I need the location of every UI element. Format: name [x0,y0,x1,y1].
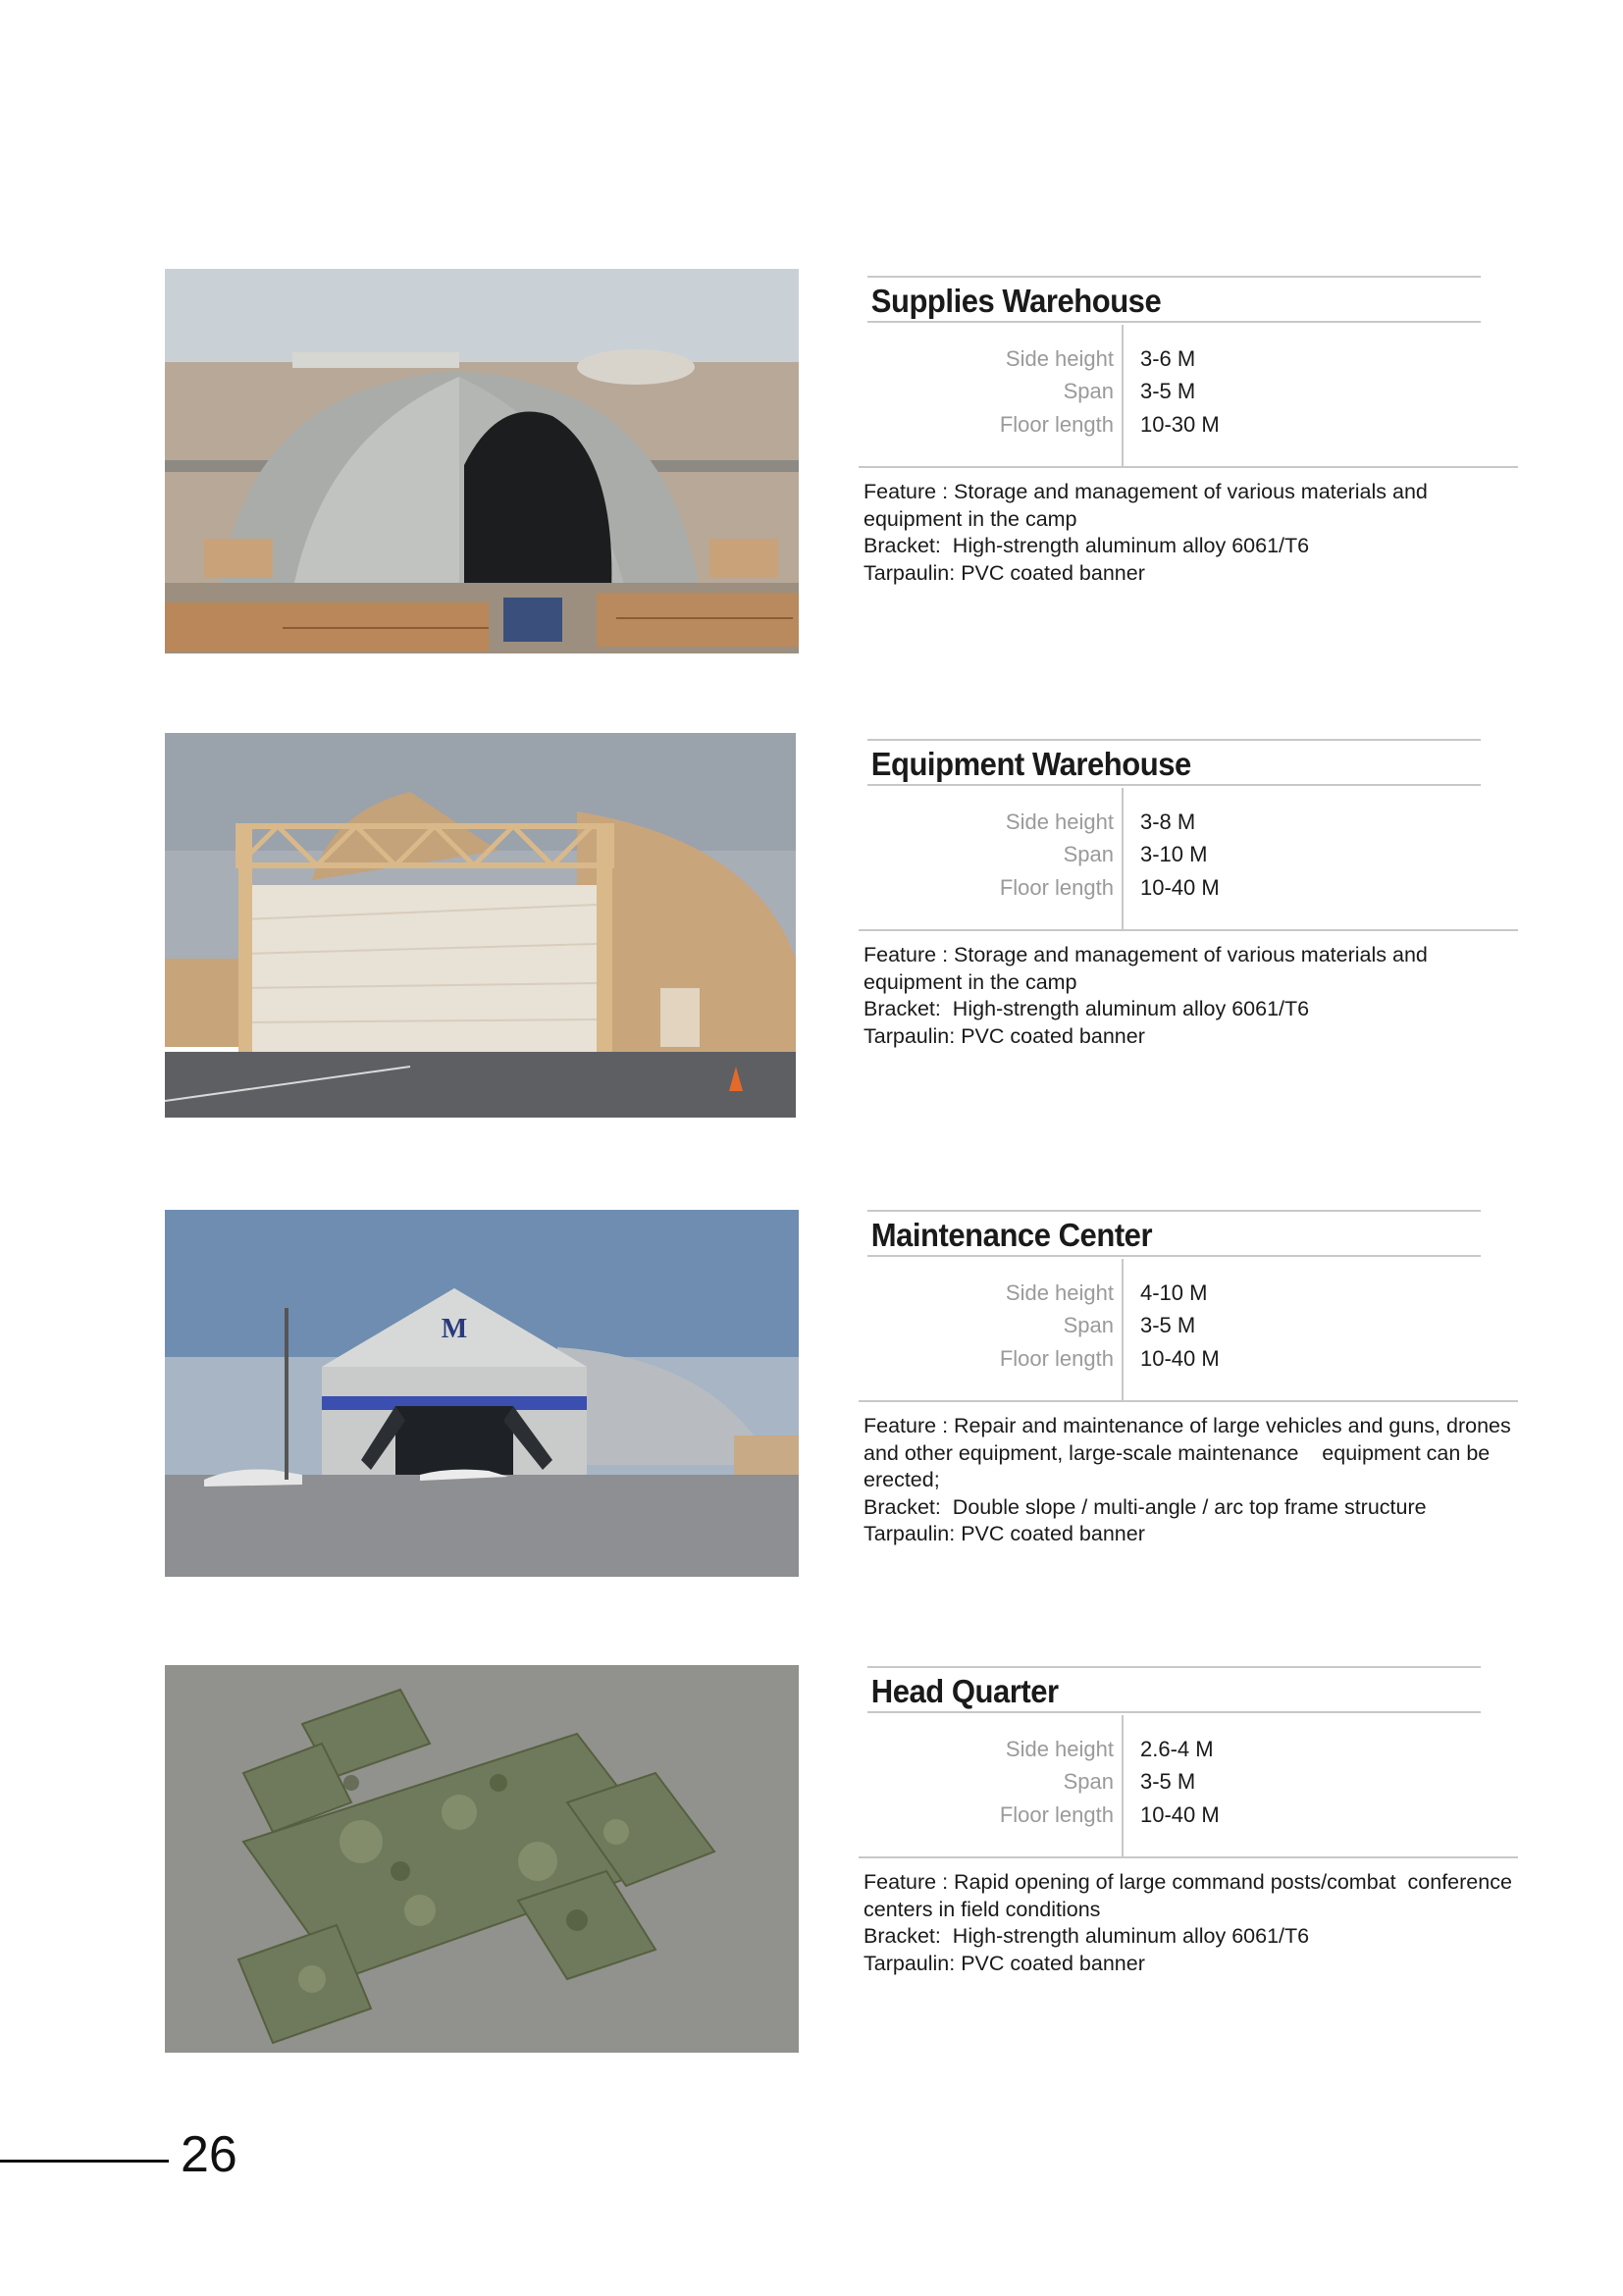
description-line: Bracket: High-strength aluminum alloy 6061/T6 [864,1924,1310,1948]
description-line: Bracket: Double slope / multi-angle / arc top frame structure [864,1494,1427,1519]
section-title: Supplies Warehouse [867,276,1481,323]
description-line: Bracket: High-strength aluminum alloy 6061/T6 [864,534,1310,557]
spec-divider [1122,325,1124,468]
section-description [864,1413,1541,1548]
spec-bottom-rule [859,1856,1518,1858]
spec-table [859,1715,1521,1858]
spec-table [859,325,1521,468]
description-line: and other equipment, large-scale maintenance equipment can be [864,1440,1491,1465]
spec-value-floor-length: 10-30 M [1140,412,1220,437]
section-title: Equipment Warehouse [867,739,1481,786]
spec-value-floor-length: 10-40 M [1140,1802,1220,1827]
maintenance-center-photo [165,1210,799,1577]
spec-bottom-rule [859,1400,1518,1402]
spec-value-floor-length: 10-40 M [1140,1346,1220,1371]
spec-table [859,788,1521,931]
spec-value-side-height: 3-8 M [1140,809,1196,834]
equipment-warehouse-photo [165,733,796,1118]
spec-label-floor-length: Floor length [999,875,1114,900]
spec-value-span: 3-10 M [1140,842,1208,866]
spec-value-span: 3-5 M [1140,379,1196,403]
spec-label-span: Span [1063,1769,1114,1794]
spec-divider [1122,1259,1124,1402]
spec-table [859,1259,1521,1402]
page-number: 26 [181,2126,237,2183]
spec-divider [1122,1715,1124,1858]
spec-label-side-height: Side height [1005,809,1114,834]
description-line: Tarpaulin: PVC coated banner [864,1951,1145,1975]
spec-value-side-height: 2.6-4 M [1140,1737,1214,1761]
section-title: Head Quarter [867,1666,1481,1713]
section-description [864,1869,1541,1977]
description-line: Feature : Storage and management of various materials and [864,943,1428,966]
spec-label-span: Span [1063,1313,1114,1337]
spec-label-floor-length: Floor length [999,1346,1114,1371]
spec-bottom-rule [859,466,1518,468]
spec-label-side-height: Side height [1005,1280,1114,1305]
spec-value-side-height: 3-6 M [1140,346,1196,371]
spec-label-span: Span [1063,842,1114,866]
spec-value-span: 3-5 M [1140,1313,1196,1337]
spec-label-side-height: Side height [1005,1737,1114,1761]
spec-divider [1122,788,1124,931]
spec-value-span: 3-5 M [1140,1769,1196,1794]
description-line: Tarpaulin: PVC coated banner [864,560,1145,585]
supplies-warehouse-photo [165,269,799,653]
spec-label-side-height: Side height [1005,346,1114,371]
head-quarter-photo [165,1665,799,2053]
hangar-logo: M [441,1314,468,1344]
description-line: Tarpaulin: PVC coated banner [864,1023,1145,1048]
section-description [864,479,1541,587]
description-line: equipment in the camp [864,506,1077,531]
spec-label-floor-length: Floor length [999,412,1114,437]
section-description [864,942,1541,1050]
description-line: Feature : Repair and maintenance of large vehicles and guns, drones [864,1414,1511,1437]
spec-label-floor-length: Floor length [999,1802,1114,1827]
spec-bottom-rule [859,929,1518,931]
description-line: Bracket: High-strength aluminum alloy 6061/T6 [864,997,1310,1020]
description-line: equipment in the camp [864,969,1077,994]
description-line: Tarpaulin: PVC coated banner [864,1522,1145,1545]
description-line: Feature : Rapid opening of large command posts/combat conference [864,1870,1512,1894]
description-line: Feature : Storage and management of various materials and [864,480,1428,503]
spec-label-span: Span [1063,379,1114,403]
section-title: Maintenance Center [867,1210,1481,1257]
footer-rule [0,2160,169,2163]
spec-value-side-height: 4-10 M [1140,1280,1208,1305]
description-line: erected; [864,1468,940,1491]
description-line: centers in field conditions [864,1897,1101,1921]
spec-value-floor-length: 10-40 M [1140,875,1220,900]
